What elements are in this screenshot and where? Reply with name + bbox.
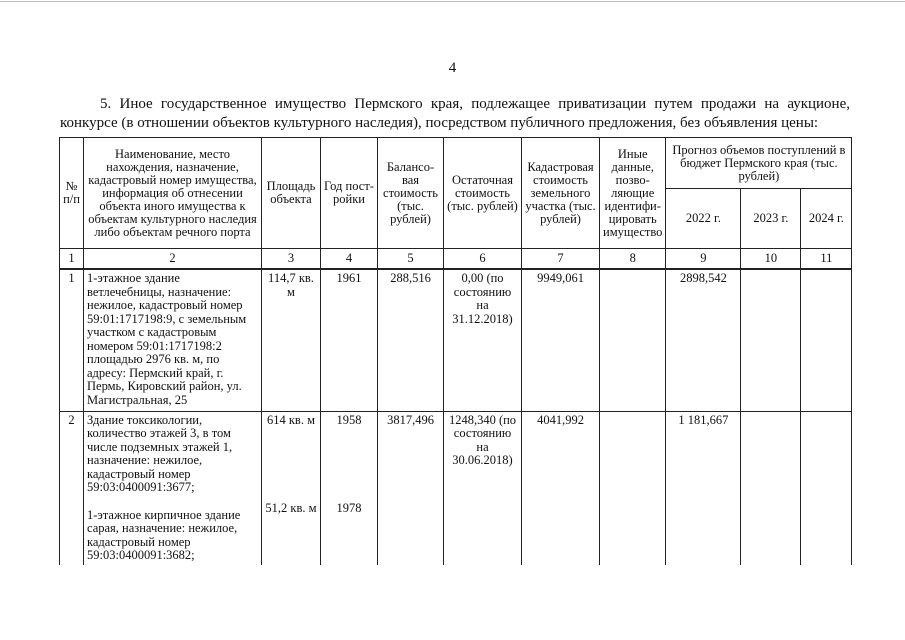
row-residual: 1248,340 (по состоянию на 30.06.2018): [444, 411, 522, 565]
row-cadastral: 4041,992: [522, 411, 600, 565]
page-number: 4: [448, 60, 457, 76]
header-other: Иные данные, позво-ляющие идентифи-цировать имущество: [600, 138, 666, 249]
scan-edge-line: [0, 1, 905, 2]
row-area-secondary: 51,2 кв. м: [265, 501, 317, 515]
row-residual: 0,00 (по состоянию на 31.12.2018): [444, 269, 522, 411]
col-number: 5: [378, 249, 444, 270]
header-2022: 2022 г.: [666, 189, 741, 249]
header-year: Год пост-ройки: [321, 138, 378, 249]
header-area: Площадь объекта: [262, 138, 321, 249]
row-2022: 2898,542: [666, 269, 741, 411]
header-cadastral: Кадастровая стоимость земельного участка (тыс. рублей): [522, 138, 600, 249]
table-row: [60, 269, 852, 411]
col-number: 1: [60, 249, 84, 270]
column-number-row: [60, 249, 852, 270]
row-area-cell: [262, 411, 321, 565]
row-name: 1-этажное здание ветлечебницы, назначение: нежилое, кадастровый номер 59:01:1717198:9, с земельным участком с кадастровым номером 59:01:1717198:2 площадью 2976 кв. м, по адресу: Пермский край, г. Пермь, Кировский район, ул. Магистральная, 25: [84, 269, 262, 411]
col-number: 11: [801, 249, 852, 270]
row-year: 1961: [321, 269, 378, 411]
row-other: [600, 411, 666, 565]
col-number: 6: [444, 249, 522, 270]
table-row: [60, 411, 852, 565]
row-num: 2: [60, 411, 84, 565]
row-balance: 288,516: [378, 269, 444, 411]
property-table: [59, 137, 852, 565]
row-2024: [801, 269, 852, 411]
row-year: 1958: [336, 412, 362, 427]
row-year-cell: [321, 411, 378, 565]
row-area: 614 кв. м: [266, 412, 315, 427]
header-2023: 2023 г.: [741, 189, 801, 249]
header-num: № п/п: [60, 138, 84, 249]
row-2022: 1 181,667: [666, 411, 741, 565]
col-number: 2: [84, 249, 262, 270]
header-residual: Остаточная стоимость (тыс. рублей): [444, 138, 522, 249]
header-forecast: Прогноз объемов поступлений в бюджет Пермского края (тыс. рублей): [666, 138, 852, 189]
header-name: Наименование, место нахождения, назначение, кадастровый номер имущества, информация об отнесении объекта иного имущества к объектам культурного наследия либо объектам речного порта: [84, 138, 262, 249]
row-other: [600, 269, 666, 411]
row-num: 1: [60, 269, 84, 411]
col-number: 9: [666, 249, 741, 270]
row-balance: 3817,496: [378, 411, 444, 565]
col-number: 8: [600, 249, 666, 270]
row-name-secondary: 1-этажное кирпичное здание сарая, назначение: нежилое, кадастровый номер 59:03:0400091:3682;: [87, 507, 241, 562]
row-2023: [741, 411, 801, 565]
col-number: 7: [522, 249, 600, 270]
col-number: 10: [741, 249, 801, 270]
col-number: 3: [262, 249, 321, 270]
header-2024: 2024 г.: [801, 189, 852, 249]
row-name-cell: [84, 411, 262, 565]
row-year-secondary: 1978: [336, 501, 362, 515]
col-number: 4: [321, 249, 378, 270]
section-heading: 5. Иное государственное имущество Пермского края, подлежащее приватизации путем продажи на аукционе, конкурсе (в отношении объектов культурного наследия), посредством публичного предложения, без объявления цены:: [60, 96, 850, 131]
row-2024: [801, 411, 852, 565]
row-2023: [741, 269, 801, 411]
header-balance: Балансо-вая стоимость (тыс. рублей): [378, 138, 444, 249]
row-name: Здание токсикологии, количество этажей 3, в том числе подземных этажей 1, назначение: нежилое, кадастровый номер 59:03:0400091:3677;: [87, 412, 233, 494]
row-area: 114,7 кв. м: [262, 269, 321, 411]
row-cadastral: 9949,061: [522, 269, 600, 411]
